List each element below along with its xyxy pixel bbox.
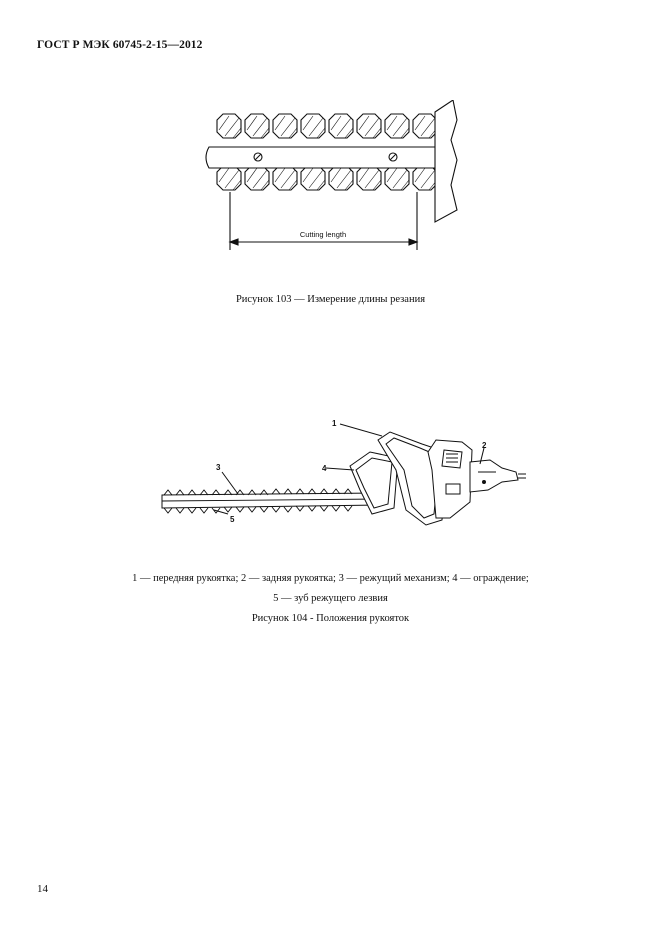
figure-104-legend-line-2: 5 — зуб режущего лезвия (273, 593, 388, 604)
page-number: 14 (37, 883, 48, 895)
figure-103-caption: Рисунок 103 — Измерение длины резания (235, 294, 426, 305)
callout-2: 2 (482, 441, 487, 450)
rear-handle (470, 460, 518, 492)
blade-bar (206, 147, 439, 168)
callout-5: 5 (230, 515, 235, 524)
motor-housing (428, 440, 472, 518)
callout-3: 3 (216, 463, 221, 472)
figure-104-caption: Рисунок 104 - Положения рукояток (251, 613, 410, 624)
callout-4: 4 (322, 464, 327, 473)
figure-104-legend-line-1: 1 — передняя рукоятка; 2 — задняя рукоятка; 3 — режущий механизм; 4 — ограждение; (132, 573, 529, 584)
callout-1: 1 (332, 419, 337, 428)
cutting-length-label: Cutting length (299, 230, 347, 239)
figure-103-cutting-length (195, 100, 475, 260)
figure-104-handle-positions (150, 410, 530, 535)
document-header: ГОСТ Р МЭК 60745-2-15—2012 (37, 39, 203, 51)
housing (435, 100, 457, 222)
